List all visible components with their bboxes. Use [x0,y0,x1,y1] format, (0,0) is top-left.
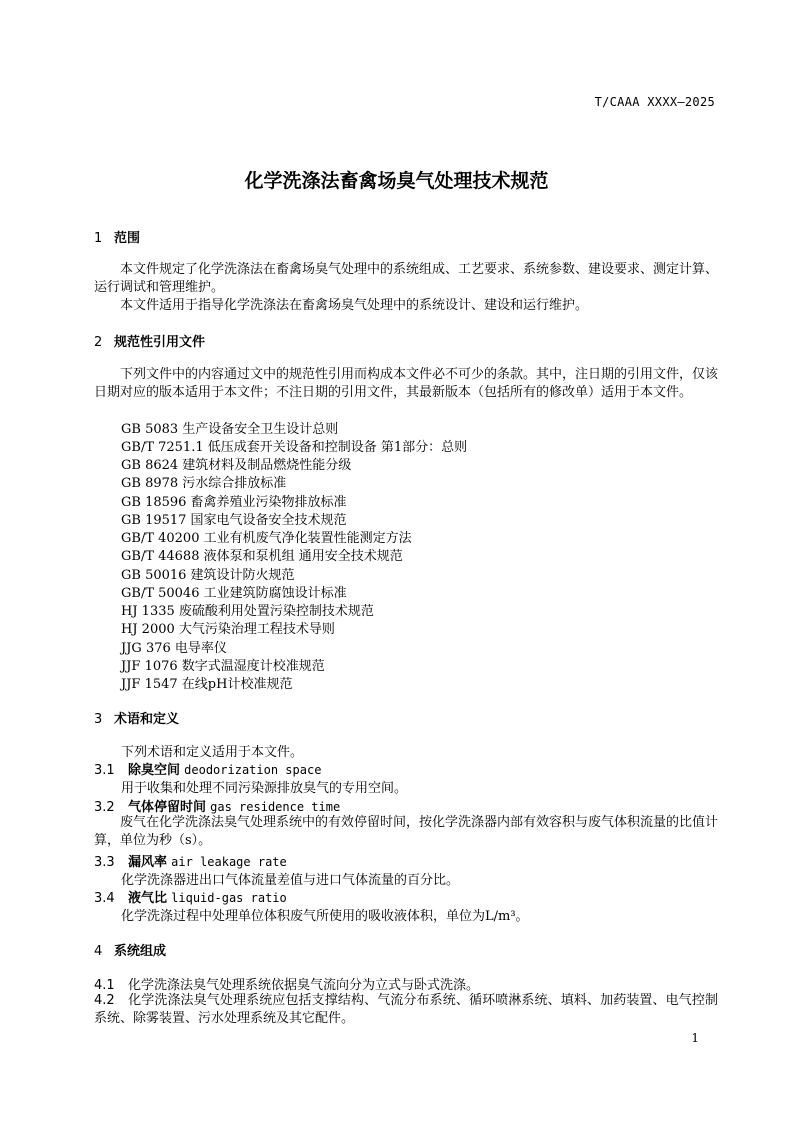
term-english: gas residence time [210,800,341,814]
reference-item: GB 8978 污水综合排放标准 [121,476,287,491]
reference-item: JJF 1076 数字式温湿度计校准规范 [121,659,325,674]
section-number: 3 [94,712,103,727]
term-number: 3.1 [94,763,115,778]
clause-4-1 [94,974,479,993]
section-number: 2 [94,335,103,350]
reference-item: HJ 1335 废硫酸利用处置污染控制技术规范 [121,604,374,619]
section-3-intro: 下列术语和定义适用于本文件。 [121,745,304,760]
term-3-4 [94,887,287,906]
term-english: liquid-gas ratio [171,891,287,905]
section-title: 系统组成 [114,944,167,959]
term-chinese: 除臭空间 [128,763,181,778]
reference-item: GB 18596 畜禽养殖业污染物排放标准 [121,495,347,510]
section-1-paragraph-1: 本文件规定了化学洗涤法在畜禽场臭气处理中的系统组成、工艺要求、系统参数、建设要求、测定计算、运行调试和管理维护。 [94,262,719,295]
section-1-paragraph-2: 本文件适用于指导化学洗涤法在畜禽场臭气处理中的系统设计、建设和运行维护。 [120,298,589,313]
clause-number: 4.2 [94,993,115,1008]
term-3-3 [94,851,287,870]
term-number: 3.3 [94,855,115,870]
section-2-heading [94,331,205,350]
term-chinese: 液气比 [128,891,168,906]
section-1-heading [94,227,140,246]
term-3-2 [94,796,340,815]
document-title: 化学洗涤法畜禽场臭气处理技术规范 [244,170,549,192]
term-definition: 废气在化学洗涤法臭气处理系统中的有效停留时间，按化学洗涤器内部有效容积与废气体积流量的比值计算，单位为秒（s）。 [94,815,719,848]
section-title: 规范性引用文件 [114,335,206,350]
term-number: 3.4 [94,891,115,906]
reference-item: GB 19517 国家电气设备安全技术规范 [121,513,347,528]
term-3-1 [94,759,321,778]
term-chinese: 气体停留时间 [128,800,207,815]
clause-number: 4.1 [94,978,115,993]
term-definition: 用于收集和处理不同污染源排放臭气的专用空间。 [121,781,408,796]
reference-item: JJF 1547 在线pH计校准规范 [121,677,293,692]
clause-4-2 [94,992,718,1028]
reference-item: GB/T 44688 液体泵和泵机组 通用安全技术规范 [121,549,403,564]
section-number: 4 [94,944,103,959]
section-number: 1 [94,231,103,246]
term-chinese: 漏风率 [128,855,168,870]
term-number: 3.2 [94,800,115,815]
section-2-intro: 下列文件中的内容通过文中的规范性引用而构成本文件必不可少的条款。其中，注日期的引用文件，仅该日期对应的版本适用于本文件；不注日期的引用文件，其最新版本（包括所有的修改单）适用于本文件。 [94,367,719,400]
section-title: 术语和定义 [114,712,180,727]
term-english: air leakage rate [171,855,287,869]
clause-text: 化学洗涤法臭气处理系统依据臭气流向分为立式与卧式洗涤。 [128,978,480,993]
reference-item: GB 8624 建筑材料及制品燃烧性能分级 [121,458,352,473]
reference-item: GB/T 40200 工业有机废气净化装置性能测定方法 [121,531,412,546]
term-english: deodorization space [184,763,322,777]
term-definition: 化学洗涤器进出口气体流量差值与进口气体流量的百分比。 [121,873,460,888]
reference-item: JJG 376 电导率仪 [121,641,227,656]
section-4-heading [94,940,166,959]
reference-item: GB 50016 建筑设计防火规范 [121,568,295,583]
standard-code: T/CAAA XXXX—2025 [594,95,715,109]
page-number: 1 [691,1031,699,1045]
reference-item: GB/T 50046 工业建筑防腐蚀设计标准 [121,586,347,601]
reference-item: GB 5083 生产设备安全卫生设计总则 [121,422,339,437]
term-definition: 化学洗涤过程中处理单位体积废气所使用的吸收液体积，单位为L/m³。 [121,909,529,924]
reference-item: GB/T 7251.1 低压成套开关设备和控制设备 第1部分：总则 [121,440,468,455]
section-title: 范围 [114,231,141,246]
reference-item: HJ 2000 大气污染治理工程技术导则 [121,622,335,637]
section-3-heading [94,708,179,727]
clause-text: 化学洗涤法臭气处理系统应包括支撑结构、气流分布系统、循环喷淋系统、填料、加药装置、电气控制系统、除雾装置、污水处理系统及其它配件。 [94,993,718,1026]
